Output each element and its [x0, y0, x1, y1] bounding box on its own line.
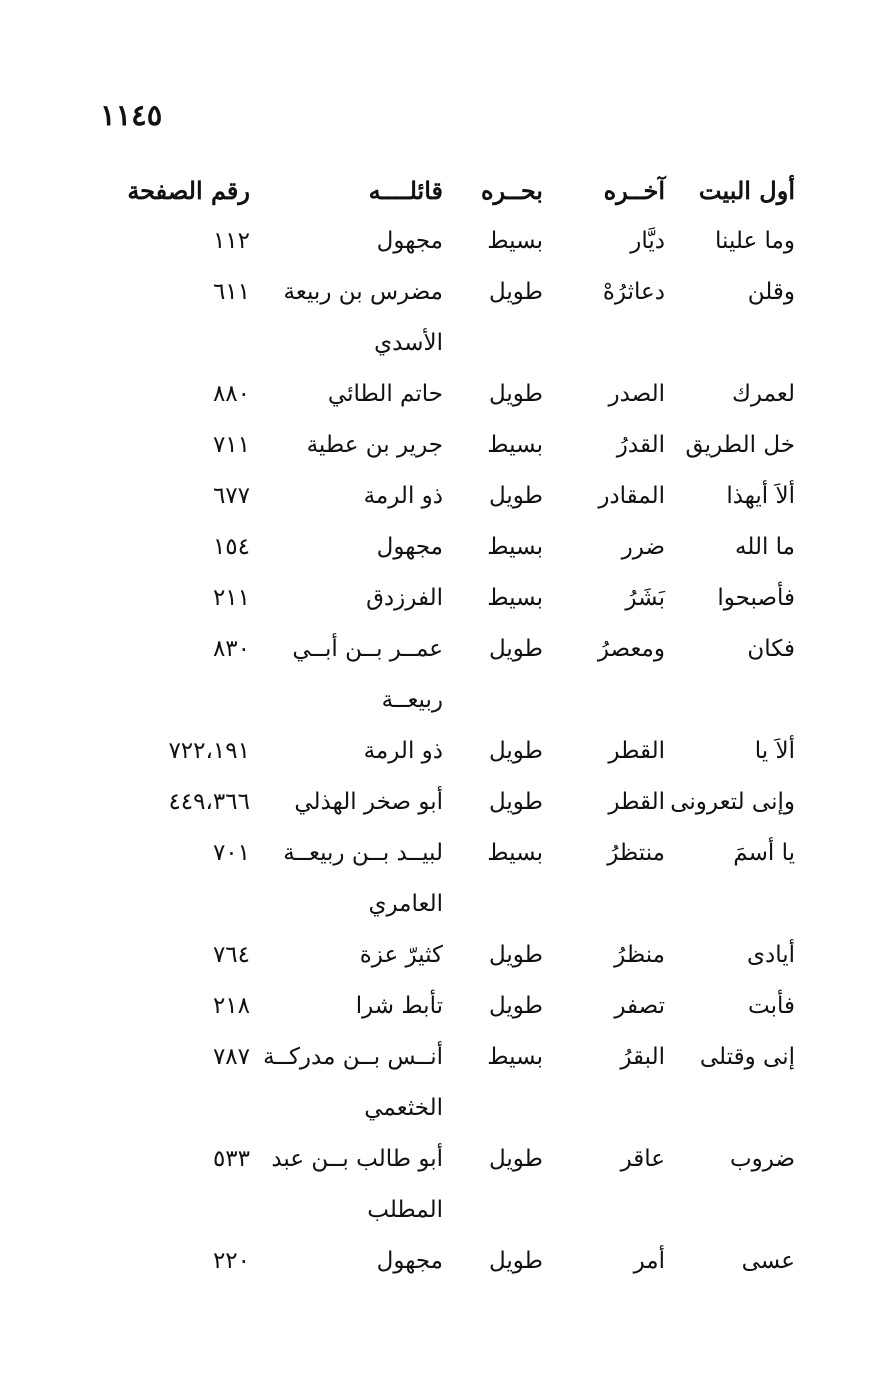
table-row-continuation [90, 1185, 795, 1236]
cell-poet: حاتم الطائي [327, 381, 443, 407]
cell-first-of-verse: فأصبحوا [717, 585, 795, 611]
cell-page-ref: ١٥٤ [212, 534, 250, 560]
cell-first-of-verse: لعمرك [731, 381, 795, 407]
cell-page-ref: ٧٢٢،١٩١ [168, 738, 250, 764]
cell-page-ref [90, 318, 250, 369]
cell-end-of-verse: القطر [608, 789, 665, 815]
cell-page-ref [90, 675, 250, 726]
cell-poet: عمــر بــن أبــي [292, 636, 443, 662]
cell-page-ref: ٧٦٤ [212, 942, 250, 968]
cell-first-of-verse: ألاَ يا [754, 738, 795, 764]
cell-poet: جرير بن عطية [306, 432, 443, 458]
cell-first-of-verse: يا أسمَ [733, 840, 795, 866]
table-row [90, 1134, 795, 1185]
cell-poet: ذو الرمة [363, 738, 443, 764]
cell-meter: بسيط [487, 585, 543, 611]
table-header [90, 165, 795, 216]
cell-end-of-verse: ومعصرُ [597, 636, 665, 662]
cell-end-of-verse: القدرُ [616, 432, 665, 458]
cell-first-of-verse: ألاَ أيهذا [726, 483, 795, 509]
cell-poet: مضرس بن ربيعة [283, 279, 443, 305]
cell-first-of-verse: فكان [747, 636, 795, 662]
cell-page-ref: ٢١٨ [212, 993, 250, 1019]
cell-end-of-verse: عاقر [620, 1146, 665, 1172]
table-row [90, 726, 795, 777]
cell-poet: أبو صخر الهذلي [294, 789, 443, 815]
cell-page-ref: ٥٣٣ [212, 1146, 250, 1172]
cell-meter: طويل [488, 738, 543, 764]
header-meter: بحــره [480, 176, 543, 205]
cell-first-of-verse: عسى [741, 1248, 795, 1274]
cell-first-of-verse [690, 1185, 795, 1236]
table-body [90, 216, 795, 1287]
cell-meter: طويل [488, 789, 543, 815]
cell-end-of-verse [570, 1185, 665, 1236]
cell-meter: بسيط [487, 1044, 543, 1070]
cell-meter: بسيط [487, 840, 543, 866]
cell-meter: طويل [488, 1248, 543, 1274]
cell-meter [463, 1083, 543, 1134]
table-row [90, 471, 795, 522]
cell-meter: بسيط [487, 228, 543, 254]
cell-poet: العامري [368, 891, 443, 917]
cell-meter: طويل [488, 993, 543, 1019]
cell-meter: طويل [488, 279, 543, 305]
table-row [90, 522, 795, 573]
cell-poet: مجهول [376, 1248, 443, 1274]
cell-first-of-verse [690, 879, 795, 930]
cell-end-of-verse: دعاثرُهْ [602, 279, 665, 305]
cell-first-of-verse: فأبت [748, 993, 795, 1019]
cell-page-ref: ٨٨٠ [212, 381, 250, 407]
table-row [90, 216, 795, 267]
cell-page-ref: ٦٧٧ [212, 483, 250, 509]
cell-first-of-verse: وما علينا [715, 228, 795, 254]
table-row [90, 624, 795, 675]
cell-end-of-verse: ضرر [621, 534, 665, 560]
table-row [90, 1032, 795, 1083]
cell-meter: طويل [488, 483, 543, 509]
cell-page-ref: ٢٢٠ [212, 1248, 250, 1274]
cell-end-of-verse: الصدر [608, 381, 665, 407]
cell-poet: ربيعــة [381, 687, 443, 713]
cell-first-of-verse: وإنى لتعرونى [670, 789, 795, 815]
cell-first-of-verse: ضروب [730, 1146, 795, 1172]
cell-poet: الأسدي [374, 330, 443, 356]
cell-first-of-verse: خل الطريق [685, 432, 795, 458]
cell-poet: أنــس بــن مدركــة [263, 1044, 443, 1070]
cell-end-of-verse [570, 879, 665, 930]
cell-meter [463, 318, 543, 369]
cell-first-of-verse: وقلن [747, 279, 795, 305]
cell-poet: الخثعمي [364, 1095, 443, 1121]
cell-first-of-verse [690, 318, 795, 369]
table-row-continuation [90, 1083, 795, 1134]
cell-meter: طويل [488, 381, 543, 407]
cell-poet: ذو الرمة [363, 483, 443, 509]
page-number: ١١٤٥ [100, 98, 163, 132]
cell-page-ref: ٧٠١ [212, 840, 250, 866]
cell-poet: كثيرّ عزة [359, 942, 443, 968]
cell-end-of-verse [570, 318, 665, 369]
cell-end-of-verse: البقرُ [620, 1044, 665, 1070]
cell-page-ref: ٧٨٧ [212, 1044, 250, 1070]
cell-poet: لبيــد بــن ربيعــة [283, 840, 443, 866]
table-row-continuation [90, 318, 795, 369]
table-row [90, 930, 795, 981]
table-row [90, 1236, 795, 1287]
cell-poet: المطلب [367, 1197, 443, 1223]
cell-meter: طويل [488, 942, 543, 968]
cell-poet: مجهول [376, 534, 443, 560]
cell-page-ref: ١١٢ [212, 228, 250, 254]
cell-poet: أبو طالب بــن عبد [271, 1146, 443, 1172]
table-row [90, 777, 795, 828]
cell-end-of-verse: منظرُ [614, 942, 665, 968]
cell-page-ref [90, 1185, 250, 1236]
cell-meter [463, 879, 543, 930]
cell-meter: بسيط [487, 432, 543, 458]
cell-page-ref: ٨٣٠ [212, 636, 250, 662]
cell-page-ref: ٢١١ [212, 585, 250, 611]
cell-poet: تأبط شرا [355, 993, 443, 1019]
verse-index-table [90, 165, 795, 1287]
cell-end-of-verse: منتظرُ [607, 840, 665, 866]
table-row [90, 981, 795, 1032]
cell-poet: مجهول [376, 228, 443, 254]
cell-end-of-verse: أمر [633, 1248, 665, 1274]
header-page-number: رقم الصفحة [127, 176, 250, 205]
cell-meter [463, 675, 543, 726]
cell-poet: الفرزدق [366, 585, 443, 611]
cell-end-of-verse [570, 1083, 665, 1134]
table-row [90, 573, 795, 624]
header-first-of-verse: أول البيت [698, 176, 795, 205]
cell-first-of-verse [690, 675, 795, 726]
cell-meter: طويل [488, 1146, 543, 1172]
cell-end-of-verse [570, 675, 665, 726]
header-poet: قائلــــه [368, 176, 443, 205]
table-row [90, 369, 795, 420]
cell-page-ref [90, 1083, 250, 1134]
cell-page-ref: ٧١١ [212, 432, 250, 458]
table-row [90, 828, 795, 879]
table-row [90, 420, 795, 471]
cell-end-of-verse: القطر [608, 738, 665, 764]
header-end-of-verse: آخــره [603, 176, 665, 205]
cell-meter [463, 1185, 543, 1236]
table-row [90, 267, 795, 318]
cell-meter: طويل [488, 636, 543, 662]
cell-page-ref: ٦١١ [212, 279, 250, 305]
table-row-continuation [90, 879, 795, 930]
cell-end-of-verse: تصفر [614, 993, 665, 1019]
cell-first-of-verse: إنى وقتلى [699, 1044, 795, 1070]
cell-end-of-verse: ديَّار [630, 228, 665, 254]
cell-page-ref: ٤٤٩،٣٦٦ [168, 789, 250, 815]
cell-page-ref [90, 879, 250, 930]
table-row-continuation [90, 675, 795, 726]
cell-end-of-verse: المقادر [598, 483, 665, 509]
cell-first-of-verse: ما الله [735, 534, 795, 560]
cell-first-of-verse [690, 1083, 795, 1134]
cell-end-of-verse: بَشَرُ [625, 585, 665, 611]
cell-first-of-verse: أيادى [746, 942, 795, 968]
cell-meter: بسيط [487, 534, 543, 560]
